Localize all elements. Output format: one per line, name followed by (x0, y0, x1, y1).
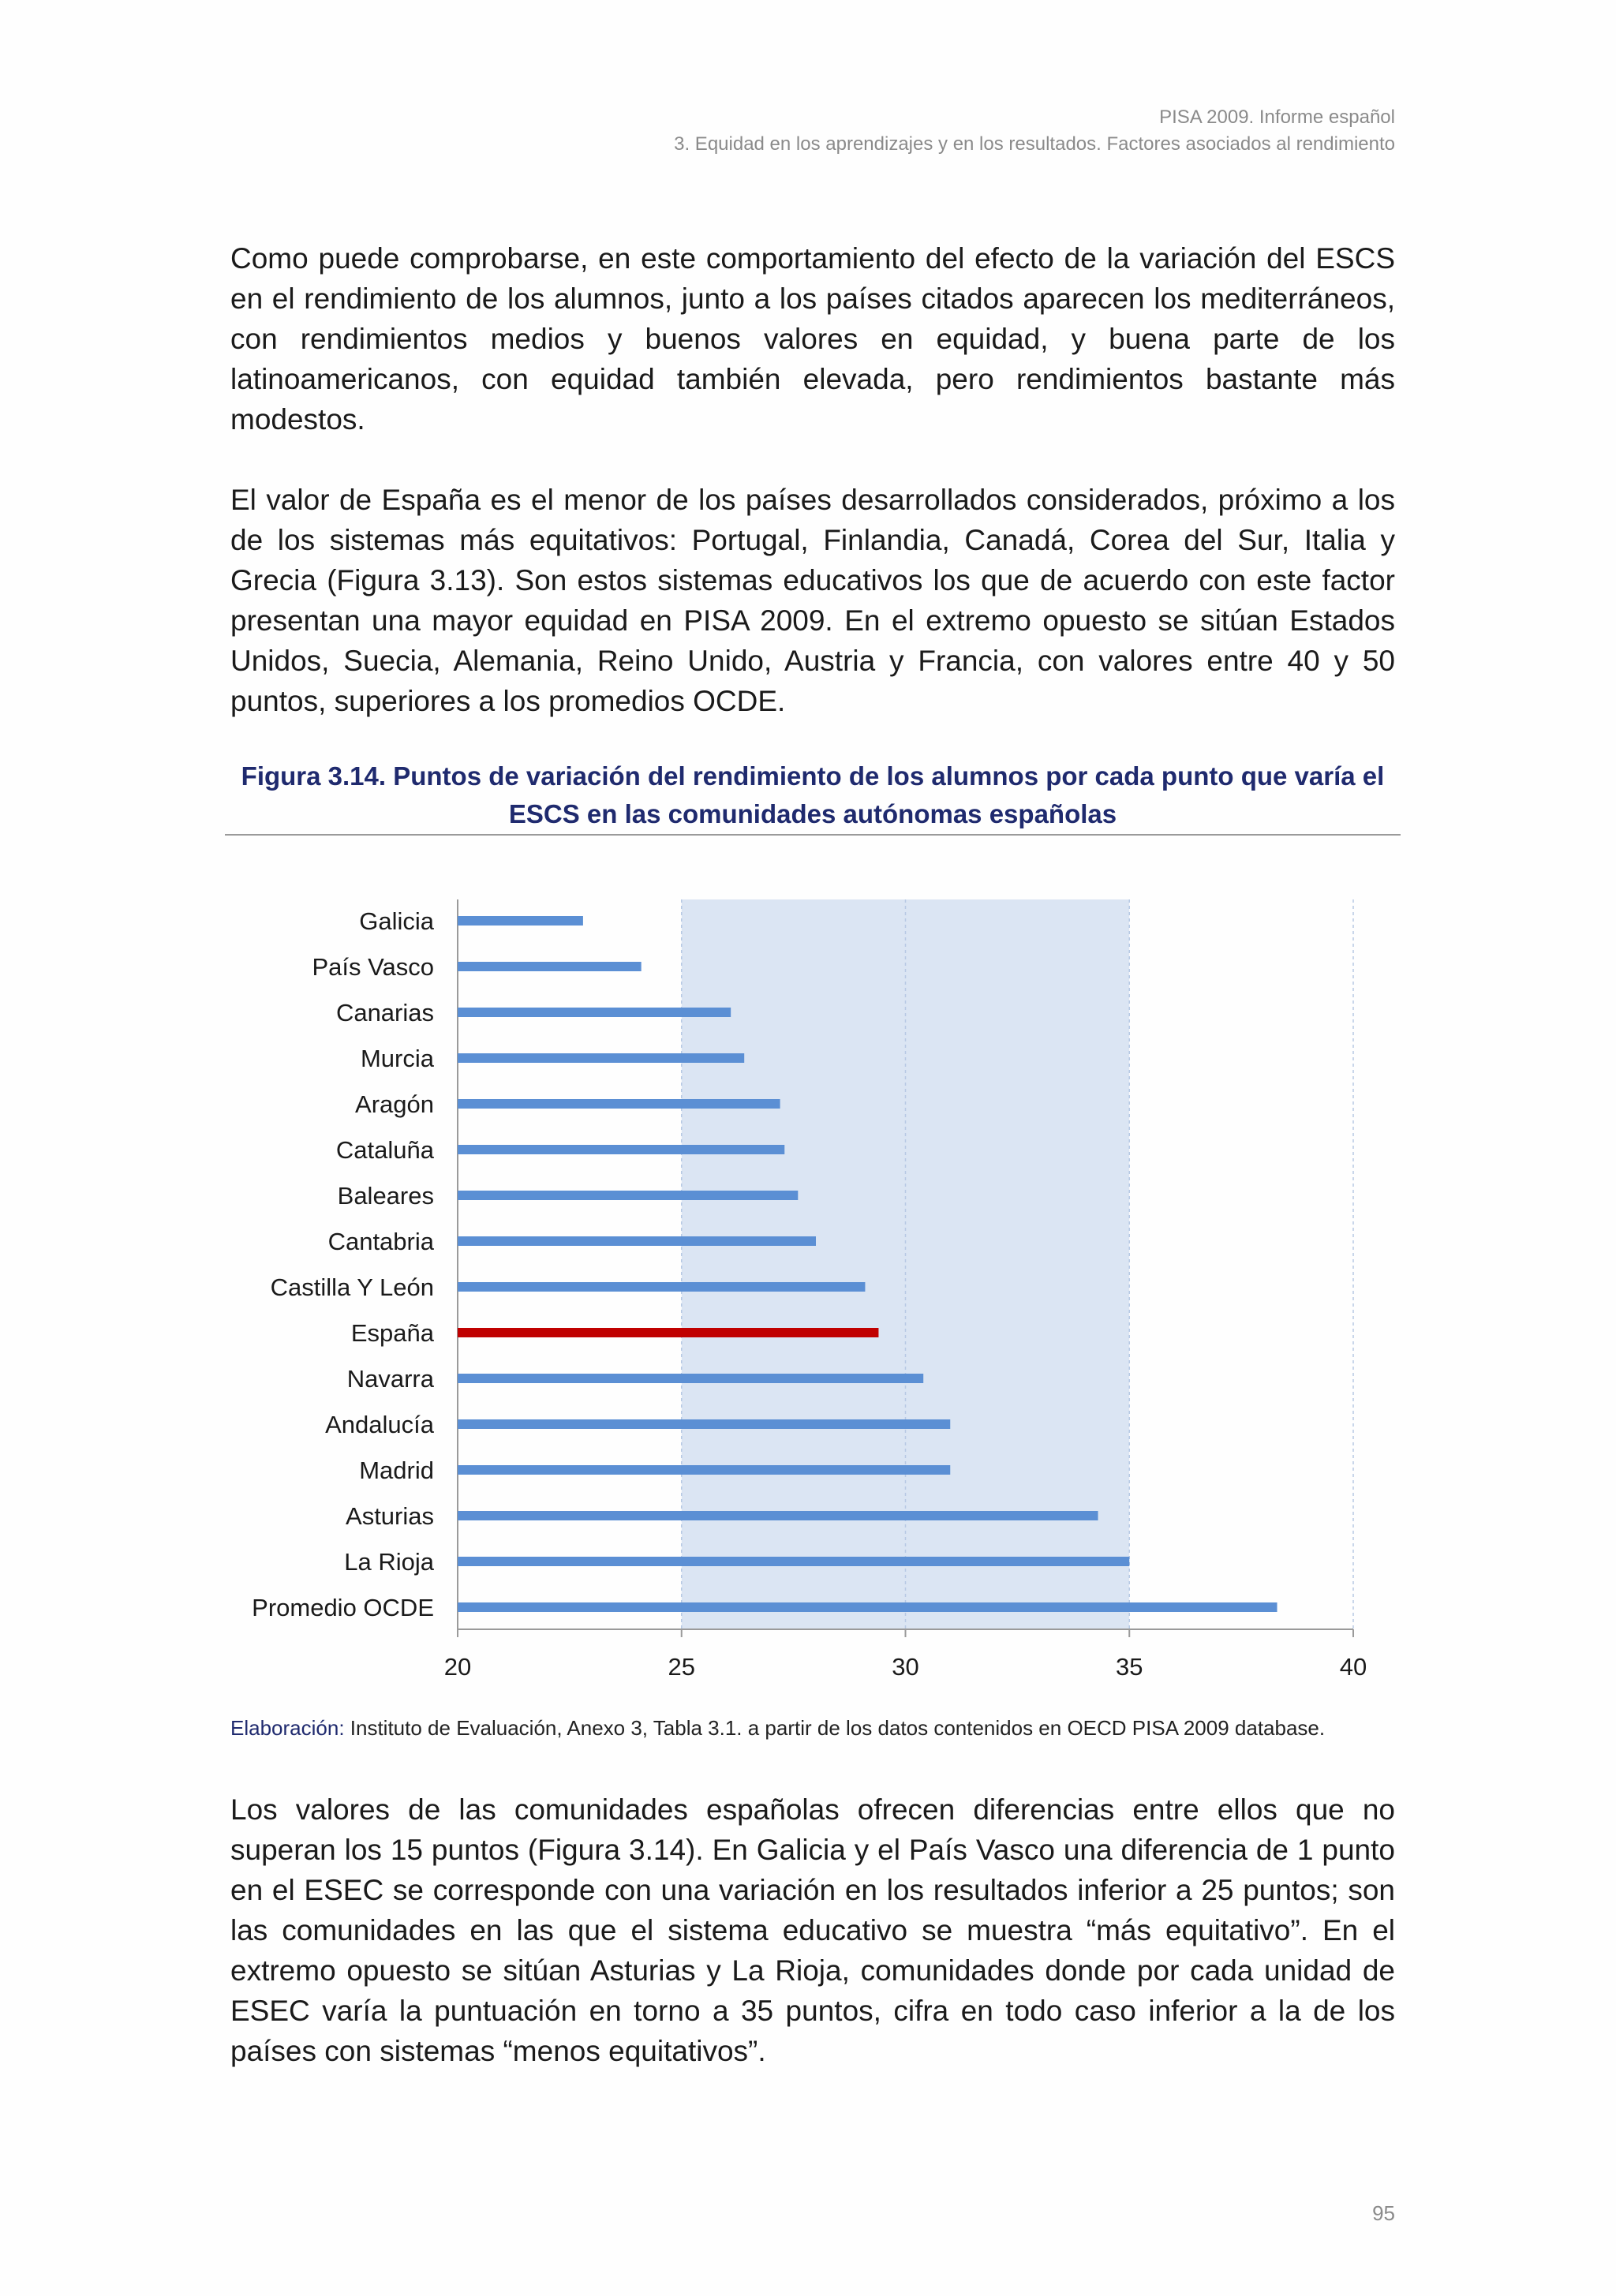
category-label-10: Navarra (346, 1365, 434, 1393)
bar-15 (458, 1602, 1277, 1612)
category-label-13: Asturias (346, 1502, 434, 1530)
figure-title-line2: ESCS en las comunidades autónomas españolas (508, 799, 1117, 828)
category-label-2: Canarias (335, 999, 434, 1026)
figure-title (225, 757, 1401, 833)
bar-chart (225, 852, 1401, 1704)
category-label-11: Andalucía (325, 1411, 434, 1438)
bar-5 (458, 1145, 784, 1154)
paragraph-3: Los valores de las comunidades españolas ofrecen diferencias entre ellos que no superan los 15 puntos (Figura 3.14). En Galicia y el País Vasco una diferencia de 1 punto en el ESEC se corresponde con una variación en los resultados inferior a 25 puntos; son las comunidades en las que el sistema educativo se muestra “más equitativo”. En el extremo opuesto se sitúan Asturias y La Rioja, comunidades donde por cada unidad de ESEC varía la puntuación en torno a 35 puntos, cifra en todo caso inferior a la de los países con sistemas “menos equitativos”. (230, 1793, 1395, 2067)
category-label-0: Galicia (359, 907, 434, 935)
bar-13 (458, 1511, 1098, 1520)
paragraph-1: Como puede comprobarse, en este comportamiento del efecto de la variación del ESCS en el rendimiento de los alumnos, junto a los países citados aparecen los mediterráneos, con rendimientos medios y buenos valores en equidad, y buena parte de los latinoamericanos, con equidad también elevada, pero rendimientos bastante más modestos. (230, 242, 1395, 436)
bar-6 (458, 1191, 798, 1200)
figure-divider (225, 834, 1401, 836)
bar-0 (458, 916, 583, 926)
figure-title-line1: Figura 3.14. Puntos de variación del rendimiento de los alumnos por cada punto que varía el (241, 761, 1385, 791)
category-label-7: Cantabria (327, 1228, 434, 1255)
bar-12 (458, 1465, 950, 1475)
category-label-3: Murcia (360, 1045, 434, 1072)
bar-1 (458, 962, 642, 971)
source-label: Elaboración: (230, 1716, 345, 1740)
bar-4 (458, 1099, 780, 1109)
source-note (230, 1715, 1325, 1741)
x-tick-label-30: 30 (892, 1653, 919, 1681)
bar-11 (458, 1419, 950, 1429)
x-tick-label-35: 35 (1116, 1653, 1143, 1681)
x-tick-label-25: 25 (668, 1653, 695, 1681)
category-label-1: País Vasco (312, 953, 434, 981)
chart-svg (225, 852, 1401, 1704)
category-label-6: Baleares (337, 1182, 434, 1210)
header-line2: 3. Equidad en los aprendizajes y en los resultados. Factores asociados al rendimiento (674, 133, 1395, 155)
source-text: Instituto de Evaluación, Anexo 3, Tabla 3.1. a partir de los datos contenidos en OECD PISA 2009 database. (344, 1716, 1326, 1740)
bar-10 (458, 1374, 923, 1383)
category-label-5: Cataluña (335, 1136, 434, 1164)
bar-3 (458, 1053, 744, 1063)
bar-2 (458, 1008, 731, 1017)
bar-14 (458, 1557, 1129, 1566)
category-label-9: España (350, 1319, 434, 1347)
category-label-8: Castilla Y León (270, 1273, 434, 1301)
header-line1: PISA 2009. Informe español (1159, 107, 1395, 128)
x-tick-label-20: 20 (443, 1653, 472, 1681)
category-label-12: Madrid (359, 1457, 434, 1484)
x-tick-label-40: 40 (1339, 1653, 1367, 1681)
paragraph-2: El valor de España es el menor de los países desarrollados considerados, próximo a los de los sistemas más equitativos: Portugal, Finlandia, Canadá, Corea del Sur, Italia y Grecia (Figura 3.13). Son estos sistemas educativos los que de acuerdo con este factor presentan una mayor equidad en PISA 2009. En el extremo opuesto se sitúan Estados Unidos, Suecia, Alemania, Reino Unido, Austria y Francia, con valores entre 40 y 50 puntos, superiores a los promedios OCDE. (230, 484, 1395, 717)
bar-9 (458, 1328, 878, 1337)
bar-8 (458, 1282, 865, 1292)
category-label-14: La Rioja (344, 1548, 434, 1576)
category-label-4: Aragón (355, 1090, 434, 1118)
bar-7 (458, 1236, 816, 1246)
page-number: 95 (1372, 2201, 1395, 2225)
category-label-15: Promedio OCDE (252, 1594, 434, 1621)
running-header (674, 104, 1395, 158)
